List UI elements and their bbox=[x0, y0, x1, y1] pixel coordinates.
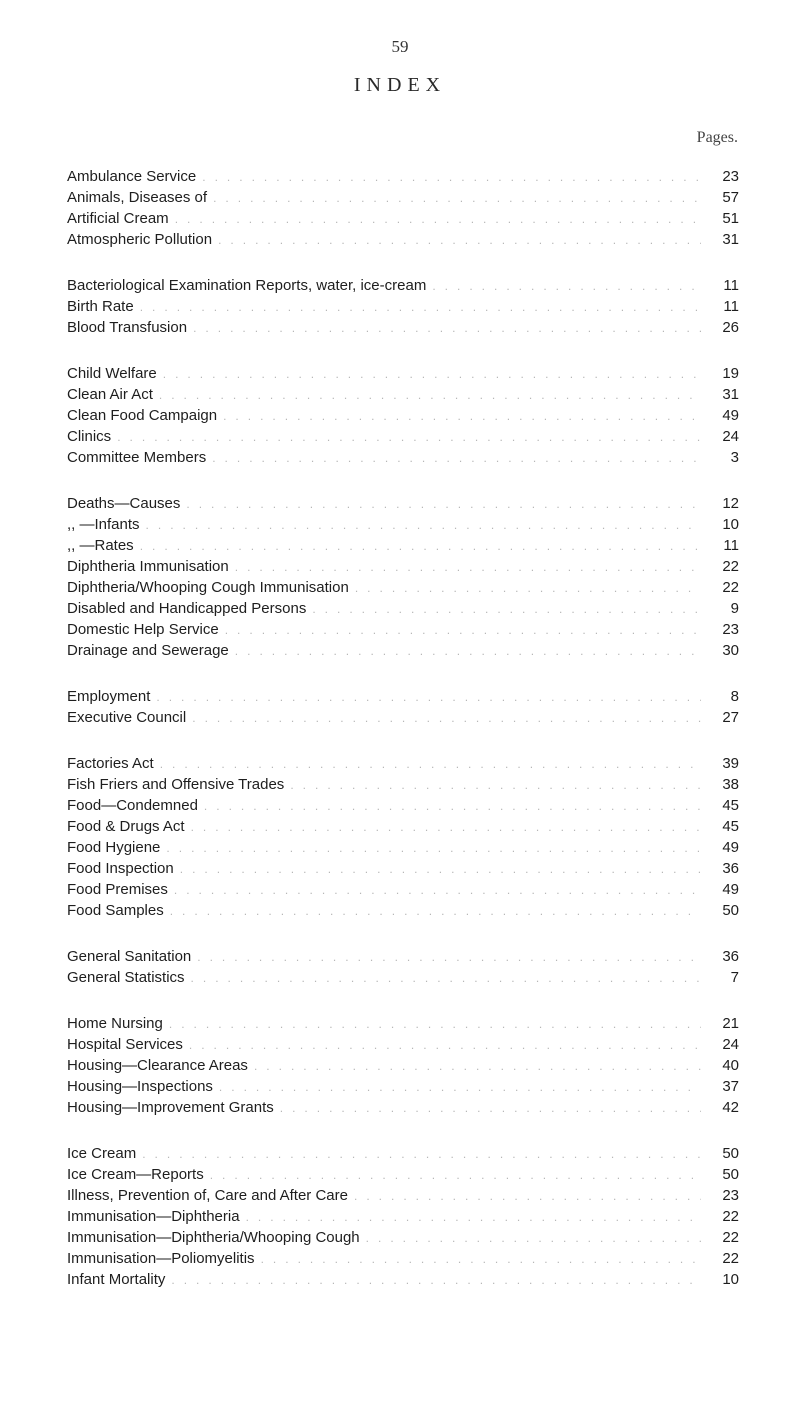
index-list bbox=[67, 166, 739, 1315]
index-entry bbox=[67, 1143, 739, 1164]
index-entry bbox=[67, 1055, 739, 1076]
index-entry-label: Child Welfare bbox=[67, 365, 157, 382]
index-entry-page: 19 bbox=[722, 365, 739, 382]
index-entry-label: Clean Air Act bbox=[67, 386, 153, 403]
index-entry bbox=[67, 317, 739, 338]
index-entry-page: 10 bbox=[722, 516, 739, 533]
index-entry bbox=[67, 640, 739, 661]
index-entry-label: Housing—Clearance Areas bbox=[67, 1057, 248, 1074]
dot-leader bbox=[163, 364, 701, 385]
index-entry-page: 22 bbox=[722, 1208, 739, 1225]
index-entry-label: Bacteriological Examination Reports, water, ice-cream bbox=[67, 277, 427, 294]
index-entry-page: 11 bbox=[723, 298, 739, 315]
dot-leader bbox=[218, 230, 701, 251]
index-entry-label: Drainage and Sewerage bbox=[67, 642, 229, 659]
dot-leader bbox=[219, 1077, 701, 1098]
index-entry-label: General Sanitation bbox=[67, 948, 192, 965]
index-entry-page: 10 bbox=[722, 1271, 739, 1288]
index-group bbox=[67, 1143, 739, 1290]
index-entry-page: 31 bbox=[722, 231, 739, 248]
index-entry-page: 26 bbox=[722, 319, 739, 336]
dot-leader bbox=[191, 817, 701, 838]
index-entry-label: General Statistics bbox=[67, 969, 185, 986]
index-entry-label: Food Premises bbox=[67, 881, 168, 898]
dot-leader bbox=[174, 880, 701, 901]
index-entry-page: 37 bbox=[722, 1078, 739, 1095]
index-entry-page: 23 bbox=[722, 168, 739, 185]
index-entry-page: 23 bbox=[722, 1187, 739, 1204]
index-entry-label: Food—Condemned bbox=[67, 797, 198, 814]
index-entry-page: 23 bbox=[722, 621, 739, 638]
dot-leader bbox=[210, 1165, 701, 1186]
index-entry bbox=[67, 967, 739, 988]
index-entry-label: Illness, Prevention of, Care and After Care bbox=[67, 1187, 348, 1204]
index-entry-page: 21 bbox=[722, 1015, 739, 1032]
index-entry-label: Clean Food Campaign bbox=[67, 407, 218, 424]
dot-leader bbox=[212, 448, 701, 469]
index-entry bbox=[67, 1185, 739, 1206]
index-entry-page: 40 bbox=[722, 1057, 739, 1074]
index-entry-page: 22 bbox=[722, 1250, 739, 1267]
index-entry-label: Employment bbox=[67, 688, 151, 705]
index-entry-page: 39 bbox=[722, 755, 739, 772]
dot-leader bbox=[235, 557, 701, 578]
index-entry-label: Executive Council bbox=[67, 709, 187, 726]
index-entry-label: ,, —Infants bbox=[67, 516, 140, 533]
index-entry bbox=[67, 384, 739, 405]
index-entry-page: 57 bbox=[722, 189, 739, 206]
dot-leader bbox=[117, 427, 701, 448]
dot-leader bbox=[140, 536, 701, 557]
dot-leader bbox=[432, 276, 701, 297]
dot-leader bbox=[204, 796, 701, 817]
index-entry bbox=[67, 619, 739, 640]
index-entry bbox=[67, 707, 739, 728]
index-group bbox=[67, 166, 739, 250]
index-entry bbox=[67, 837, 739, 858]
index-entry-label: Blood Transfusion bbox=[67, 319, 188, 336]
index-entry-page: 49 bbox=[722, 839, 739, 856]
index-entry-page: 50 bbox=[722, 1166, 739, 1183]
index-entry bbox=[67, 686, 739, 707]
index-entry bbox=[67, 493, 739, 514]
index-group bbox=[67, 1013, 739, 1118]
index-entry-label: Fish Friers and Offensive Trades bbox=[67, 776, 285, 793]
dot-leader bbox=[191, 968, 701, 989]
index-entry-page: 22 bbox=[722, 1229, 739, 1246]
dot-leader bbox=[170, 901, 701, 922]
index-entry-page: 11 bbox=[723, 537, 739, 554]
dot-leader bbox=[171, 1270, 701, 1291]
index-entry-page: 27 bbox=[722, 709, 739, 726]
dot-leader bbox=[246, 1207, 701, 1228]
dot-leader bbox=[312, 599, 701, 620]
index-entry-page: 24 bbox=[722, 428, 739, 445]
dot-leader bbox=[254, 1056, 701, 1077]
pages-column-header: Pages. bbox=[696, 129, 738, 146]
dot-leader bbox=[146, 515, 701, 536]
index-entry bbox=[67, 816, 739, 837]
index-entry-page: 36 bbox=[722, 860, 739, 877]
index-entry bbox=[67, 795, 739, 816]
index-entry-label: Food & Drugs Act bbox=[67, 818, 185, 835]
index-entry-page: 42 bbox=[722, 1099, 739, 1116]
index-entry-label: Home Nursing bbox=[67, 1015, 163, 1032]
dot-leader bbox=[180, 859, 701, 880]
index-entry bbox=[67, 363, 739, 384]
index-entry-label: Housing—Improvement Grants bbox=[67, 1099, 274, 1116]
index-group bbox=[67, 686, 739, 728]
index-entry-label: Immunisation—Diphtheria/Whooping Cough bbox=[67, 1229, 360, 1246]
index-entry-page: 8 bbox=[730, 688, 739, 705]
index-entry-page: 12 bbox=[722, 495, 739, 512]
index-entry-page: 51 bbox=[722, 210, 739, 227]
index-entry bbox=[67, 900, 739, 921]
index-entry bbox=[67, 1076, 739, 1097]
index-entry bbox=[67, 275, 739, 296]
index-entry bbox=[67, 405, 739, 426]
dot-leader bbox=[160, 754, 701, 775]
dot-leader bbox=[223, 406, 701, 427]
index-entry bbox=[67, 1164, 739, 1185]
index-entry-page: 49 bbox=[722, 407, 739, 424]
index-entry bbox=[67, 1097, 739, 1118]
dot-leader bbox=[366, 1228, 701, 1249]
index-entry-label: Atmospheric Pollution bbox=[67, 231, 213, 248]
index-entry bbox=[67, 426, 739, 447]
index-entry-label: Food Samples bbox=[67, 902, 164, 919]
dot-leader bbox=[169, 1014, 701, 1035]
index-entry bbox=[67, 879, 739, 900]
index-entry-label: ,, —Rates bbox=[67, 537, 134, 554]
index-group bbox=[67, 753, 739, 921]
dot-leader bbox=[235, 641, 701, 662]
dot-leader bbox=[280, 1098, 701, 1119]
index-entry-page: 3 bbox=[730, 449, 739, 466]
index-entry bbox=[67, 858, 739, 879]
index-entry-page: 45 bbox=[722, 797, 739, 814]
index-entry-label: Committee Members bbox=[67, 449, 207, 466]
dot-leader bbox=[189, 1035, 701, 1056]
index-entry bbox=[67, 187, 739, 208]
index-entry bbox=[67, 447, 739, 468]
index-entry-page: 50 bbox=[722, 1145, 739, 1162]
index-entry-label: Diphtheria/Whooping Cough Immunisation bbox=[67, 579, 349, 596]
index-group bbox=[67, 363, 739, 468]
index-entry-label: Diphtheria Immunisation bbox=[67, 558, 229, 575]
index-title: INDEX bbox=[353, 74, 447, 96]
index-entry bbox=[67, 296, 739, 317]
index-group bbox=[67, 493, 739, 661]
index-entry bbox=[67, 774, 739, 795]
dot-leader bbox=[213, 188, 701, 209]
dot-leader bbox=[261, 1249, 701, 1270]
index-entry-page: 24 bbox=[722, 1036, 739, 1053]
index-entry bbox=[67, 535, 739, 556]
index-entry-page: 7 bbox=[730, 969, 739, 986]
dot-leader bbox=[193, 318, 701, 339]
dot-leader bbox=[192, 708, 701, 729]
index-entry bbox=[67, 229, 739, 250]
index-entry-label: Disabled and Handicapped Persons bbox=[67, 600, 307, 617]
index-entry-page: 22 bbox=[722, 579, 739, 596]
index-entry-page: 11 bbox=[723, 277, 739, 294]
index-entry-label: Immunisation—Diphtheria bbox=[67, 1208, 240, 1225]
index-entry-page: 38 bbox=[722, 776, 739, 793]
index-entry bbox=[67, 514, 739, 535]
index-entry-label: Ambulance Service bbox=[67, 168, 197, 185]
index-entry-label: Immunisation—Poliomyelitis bbox=[67, 1250, 255, 1267]
index-entry bbox=[67, 1269, 739, 1290]
index-entry-page: 31 bbox=[722, 386, 739, 403]
index-entry bbox=[67, 208, 739, 229]
index-entry-label: Hospital Services bbox=[67, 1036, 183, 1053]
index-entry-label: Factories Act bbox=[67, 755, 154, 772]
index-entry-page: 30 bbox=[722, 642, 739, 659]
index-entry-page: 9 bbox=[730, 600, 739, 617]
dot-leader bbox=[156, 687, 701, 708]
index-group bbox=[67, 946, 739, 988]
index-entry-label: Ice Cream—Reports bbox=[67, 1166, 204, 1183]
index-entry bbox=[67, 598, 739, 619]
index-entry bbox=[67, 1034, 739, 1055]
dot-leader bbox=[354, 1186, 701, 1207]
index-entry-page: 49 bbox=[722, 881, 739, 898]
index-entry-label: Ice Cream bbox=[67, 1145, 137, 1162]
index-entry bbox=[67, 753, 739, 774]
index-entry-page: 22 bbox=[722, 558, 739, 575]
dot-leader bbox=[142, 1144, 701, 1165]
index-entry-label: Deaths—Causes bbox=[67, 495, 181, 512]
index-entry bbox=[67, 556, 739, 577]
index-entry-page: 45 bbox=[722, 818, 739, 835]
index-entry bbox=[67, 166, 739, 187]
index-entry-label: Animals, Diseases of bbox=[67, 189, 208, 206]
dot-leader bbox=[197, 947, 701, 968]
index-entry-page: 36 bbox=[722, 948, 739, 965]
dot-leader bbox=[159, 385, 701, 406]
dot-leader bbox=[186, 494, 701, 515]
index-entry bbox=[67, 1248, 739, 1269]
index-entry-page: 50 bbox=[722, 902, 739, 919]
dot-leader bbox=[175, 209, 701, 230]
page-number: 59 bbox=[391, 37, 409, 56]
index-entry bbox=[67, 577, 739, 598]
index-entry-label: Birth Rate bbox=[67, 298, 134, 315]
dot-leader bbox=[355, 578, 701, 599]
index-entry-label: Domestic Help Service bbox=[67, 621, 219, 638]
index-entry-label: Clinics bbox=[67, 428, 112, 445]
dot-leader bbox=[202, 167, 701, 188]
index-group bbox=[67, 275, 739, 338]
index-entry-label: Food Hygiene bbox=[67, 839, 161, 856]
index-entry-label: Housing—Inspections bbox=[67, 1078, 213, 1095]
index-entry-label: Infant Mortality bbox=[67, 1271, 166, 1288]
index-entry-label: Food Inspection bbox=[67, 860, 174, 877]
index-entry bbox=[67, 1013, 739, 1034]
dot-leader bbox=[166, 838, 701, 859]
index-entry bbox=[67, 1206, 739, 1227]
index-entry-label: Artificial Cream bbox=[67, 210, 169, 227]
dot-leader bbox=[225, 620, 701, 641]
index-entry bbox=[67, 946, 739, 967]
dot-leader bbox=[290, 775, 701, 796]
dot-leader bbox=[140, 297, 701, 318]
index-entry bbox=[67, 1227, 739, 1248]
